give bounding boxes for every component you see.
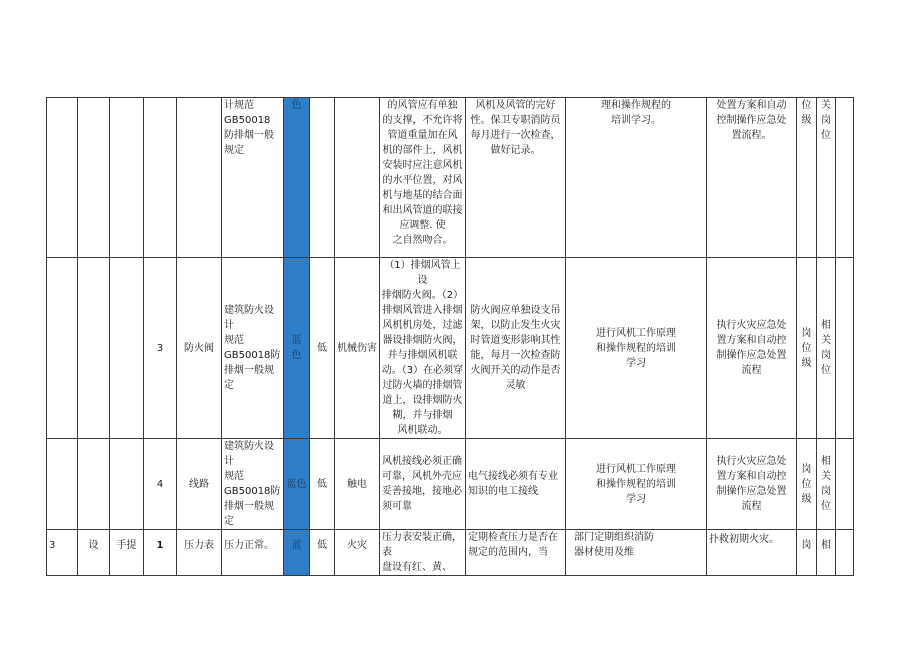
risk-level-cell [310,98,335,258]
risk-color-cell: 色 [284,98,310,258]
item-number-cell: 1 [144,530,177,576]
risk-level-cell: 低 [310,530,335,576]
responsible-post-cell: 相 [817,530,836,576]
item-number-cell: 4 [144,439,177,530]
emergency-cell: 扑救初期火灾。 [707,530,797,576]
requirement-cell: 风机接线必须正确 可靠，风机外壳应 妥善接地，接地必 须可靠 [380,439,466,530]
risk-level-cell: 低 [310,258,335,439]
training-cell: 进行风机工作原理 和操作规程的培训 学习 [566,439,707,530]
emergency-cell: 处置方案和自动 控制操作应急处 置流程。 [707,98,797,258]
item-name-cell: 压力表 [177,530,222,576]
risk-color-cell: 蓝 [284,530,310,576]
table-row [47,258,854,439]
hazard-cell: 机械伤害 [335,258,380,439]
standard-cell: 计规范 GB50018 防排烟一般 规定 [222,98,284,258]
hazard-control-table [46,97,854,576]
standard-cell: 建筑防火设计 规范 GB50018防 排烟一般规定 [222,439,284,530]
emergency-cell: 执行火灾应急处 置方案和自动控 制操作应急处置 流程 [707,439,797,530]
inspection-cell: 风机及风管的完好 性。保卫专职消防员 每月进行一次检查， 做好记录。 [466,98,566,258]
subcategory-cell: 手提 [110,530,144,576]
risk-color-cell: 蓝 色 [284,258,310,439]
inspection-cell: 防火阀应单独设支吊 架，以防止发生火灾 时管道变形影响其性 能，每月一次检查防 火阀开关的动作是否 灵敏 [466,258,566,439]
training-cell: 部门定期组织消防 器材使用及维 [566,530,707,576]
requirement-cell: 压力表安装正确，表 盘设有红、黄、 [380,530,466,576]
table-row [47,98,854,258]
inspection-cell: 定期检查压力是否在 规定的范围内，当 [466,530,566,576]
requirement-cell: （1）排烟风管上设 排烟防火阀。（2） 排烟风管进入排烟 风机机房处，过滤 器设排烟防火阀， 并与排烟风机联 动。（3）在必须穿 过防火墙的排烟管 道上，设排烟防火 糊，并与排烟 风机联动。 [380,258,466,439]
table-row [47,439,854,530]
item-number-cell: 3 [144,258,177,439]
control-level-cell: 岗 位 级 [797,258,817,439]
responsible-post-cell: 相 关 岗 位 [817,258,836,439]
training-cell: 进行风机工作原理 和操作规程的培训 学习 [566,258,707,439]
control-level-cell: 岗 [797,530,817,576]
hazard-cell: 触电 [335,439,380,530]
risk-level-cell: 低 [310,439,335,530]
standard-cell: 压力正常。 [222,530,284,576]
responsible-post-cell: 关 岗 位 [817,98,836,258]
category-cell: 设 [78,530,110,576]
training-cell: 理和操作规程的 培训学习。 [566,98,707,258]
emergency-cell: 执行火灾应急处 置方案和自动控 制操作应急处置 流程 [707,258,797,439]
hazard-cell [335,98,380,258]
standard-cell: 建筑防火设计 规范 GB50018防 排烟一般规定 [222,258,284,439]
item-name-cell: 防火阀 [177,258,222,439]
hazard-cell: 火灾 [335,530,380,576]
inspection-cell: 电气接线必须有专业 知识的电工接线 [466,439,566,530]
table-row [47,530,854,576]
item-name-cell: 线路 [177,439,222,530]
category-number-cell: 3 [47,530,78,576]
risk-color-cell: 蓝色 [284,439,310,530]
control-level-cell: 位 级 [797,98,817,258]
control-level-cell: 岗 位 级 [797,439,817,530]
responsible-post-cell: 相 关 岗 位 [817,439,836,530]
requirement-cell: 的风管应有单独 的支撑，不允许将 管道重量加在风 机的部件上，风机 安装时应注意风机 的水平位置，对风 机与地基的结合面 和出风管道的联接 应调整. 使 之自然吻合。 [380,98,466,258]
